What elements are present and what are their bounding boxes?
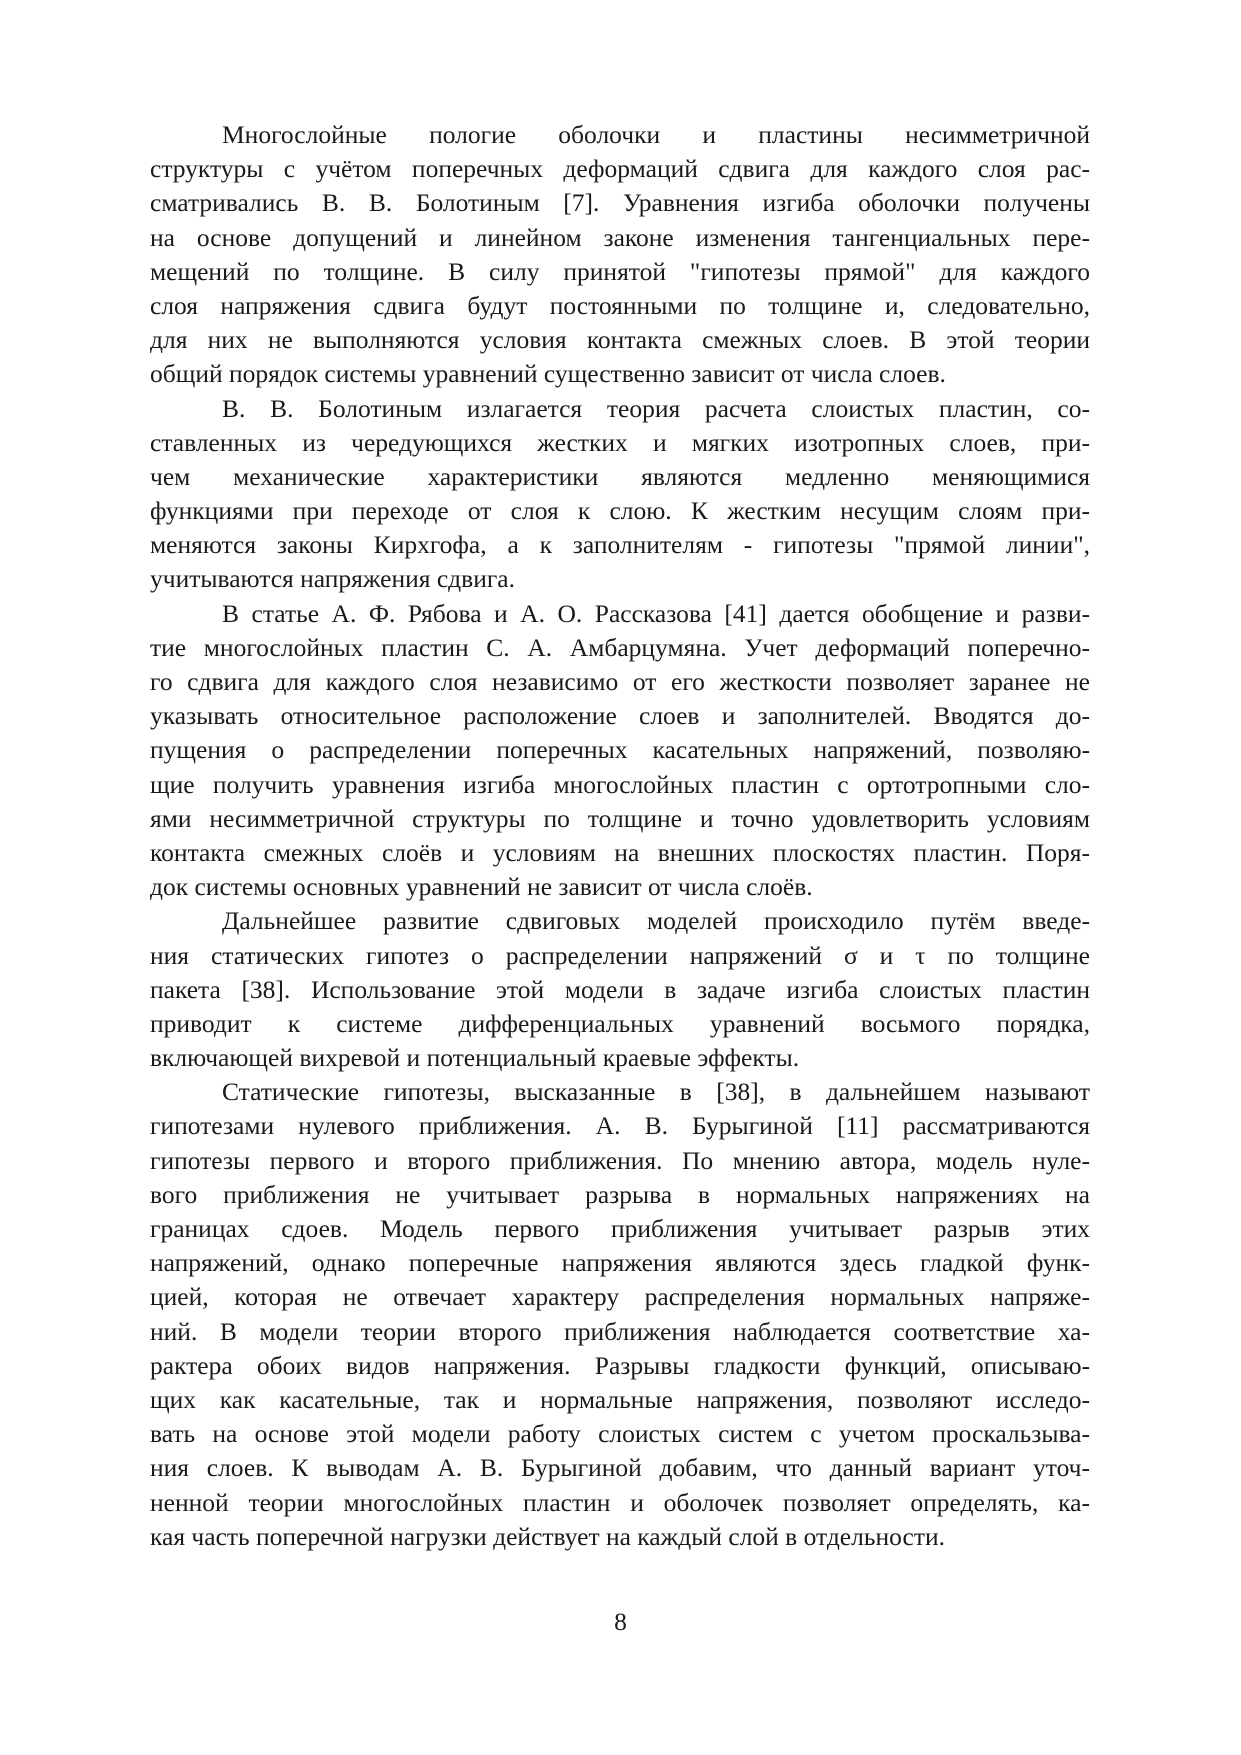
text-line: указывать относительное расположение слоев и заполнителей. Вводятся до- [150, 701, 1090, 731]
text-line: Многослойные пологие оболочки и пластины несимметричной [222, 120, 1090, 149]
text-line: напряжений, однако поперечные напряжения являются здесь гладкой функ- [150, 1248, 1090, 1278]
text-line: для них не выполняются условия контакта смежных слоев. В этой теории [150, 325, 1090, 355]
text-line: пущения о распределении поперечных касательных напряжений, позволяю- [150, 735, 1090, 765]
paragraph [150, 597, 1090, 905]
text-line: общий порядок системы уравнений существенно зависит от числа слоев. [150, 359, 946, 389]
text-line: В. В. Болотиным излагается теория расчета слоистых пластин, со- [222, 393, 1090, 423]
text-line: кая часть поперечной нагрузки действует на каждый слой в отдельности. [150, 1521, 945, 1551]
text-line: Дальнейшее развитие сдвиговых моделей происходило путём введе- [222, 906, 1090, 936]
text-line: учитываются напряжения сдвига. [150, 564, 515, 594]
text-line: слоя напряжения сдвига будут постоянными по толщине и, следовательно, [150, 290, 1090, 320]
text-line: границах сдоев. Модель первого приближения учитывает разрыв этих [150, 1214, 1090, 1243]
text-line: включающей вихревой и потенциальный краевые эффекты. [150, 1043, 800, 1073]
page-number: 8 [614, 1607, 627, 1636]
text-line: го сдвига для каждого слоя независимо от его жесткости позволяет заранее не [150, 667, 1090, 696]
text-line: гипотезами нулевого приближения. А. В. Бурыгиной [11] рассматриваются [150, 1111, 1090, 1141]
paragraph [150, 904, 1090, 1075]
paragraph [150, 392, 1090, 597]
paragraph [150, 118, 1090, 392]
text-line: ставленных из чередующихся жестких и мягких изотропных слоев, при- [150, 427, 1090, 457]
text-line: тие многослойных пластин С. А. Амбарцумяна. Учет деформаций поперечно- [150, 632, 1090, 662]
text-line: цией, которая не отвечает характеру распределения нормальных напряже- [150, 1282, 1090, 1312]
text-line: ния статических гипотез о распределении напряжений σ и τ по толщине [150, 940, 1090, 970]
text-line: на основе допущений и линейном законе изменения тангенциальных пере- [150, 222, 1090, 252]
text-line: ями несимметричной структуры по толщине и точно удовлетворить условиям [150, 803, 1090, 833]
text-line: меняются законы Кирхгофа, а к заполнителям - гипотезы "прямой линии", [150, 530, 1090, 560]
text-line: гипотезы первого и второго приближения. По мнению автора, модель нуле- [150, 1145, 1090, 1175]
text-line: пакета [38]. Использование этой модели в задаче изгиба слоистых пластин [150, 974, 1090, 1004]
text-line: ния слоев. К выводам А. В. Бурыгиной добавим, что данный вариант уточ- [150, 1453, 1090, 1483]
text-line: приводит к системе дифференциальных уравнений восьмого порядка, [150, 1008, 1090, 1038]
text-line: щих как касательные, так и нормальные напряжения, позволяют исследо- [150, 1384, 1090, 1414]
text-line: ний. В модели теории второго приближения наблюдается соответствие ха- [150, 1316, 1090, 1346]
text-line: ненной теории многослойных пластин и оболочек позволяет определять, ка- [150, 1487, 1090, 1517]
text-line: чем механические характеристики являются медленно меняющимися [150, 461, 1090, 491]
text-line: вать на основе этой модели работу слоистых систем с учетом проскальзыва- [150, 1419, 1090, 1449]
text-line: структуры с учётом поперечных деформаций сдвига для каждого слоя рас- [150, 154, 1090, 184]
body-text [150, 118, 1090, 1554]
text-line: Статические гипотезы, высказанные в [38], в дальнейшем называют [222, 1077, 1090, 1107]
text-line: сматривались В. В. Болотиным [7]. Уравнения изгиба оболочки получены [150, 188, 1090, 218]
text-line: док системы основных уравнений не зависит от числа слоёв. [150, 872, 813, 902]
text-line: рактера обоих видов напряжения. Разрывы гладкости функций, описываю- [150, 1350, 1090, 1380]
text-line: контакта смежных слоёв и условиям на внешних плоскостях пластин. Поря- [150, 837, 1090, 867]
text-line: В статье А. Ф. Рябова и А. О. Рассказова [41] дается обобщение и разви- [222, 598, 1090, 628]
text-line: мещений по толщине. В силу принятой "гипотезы прямой" для каждого [150, 256, 1090, 286]
text-line: щие получить уравнения изгиба многослойных пластин с ортотропными сло- [150, 769, 1090, 799]
text-line: вого приближения не учитывает разрыва в нормальных напряжениях на [150, 1179, 1090, 1209]
paragraph [150, 1075, 1090, 1554]
text-line: функциями при переходе от слоя к слою. К жестким несущим слоям при- [150, 496, 1090, 526]
